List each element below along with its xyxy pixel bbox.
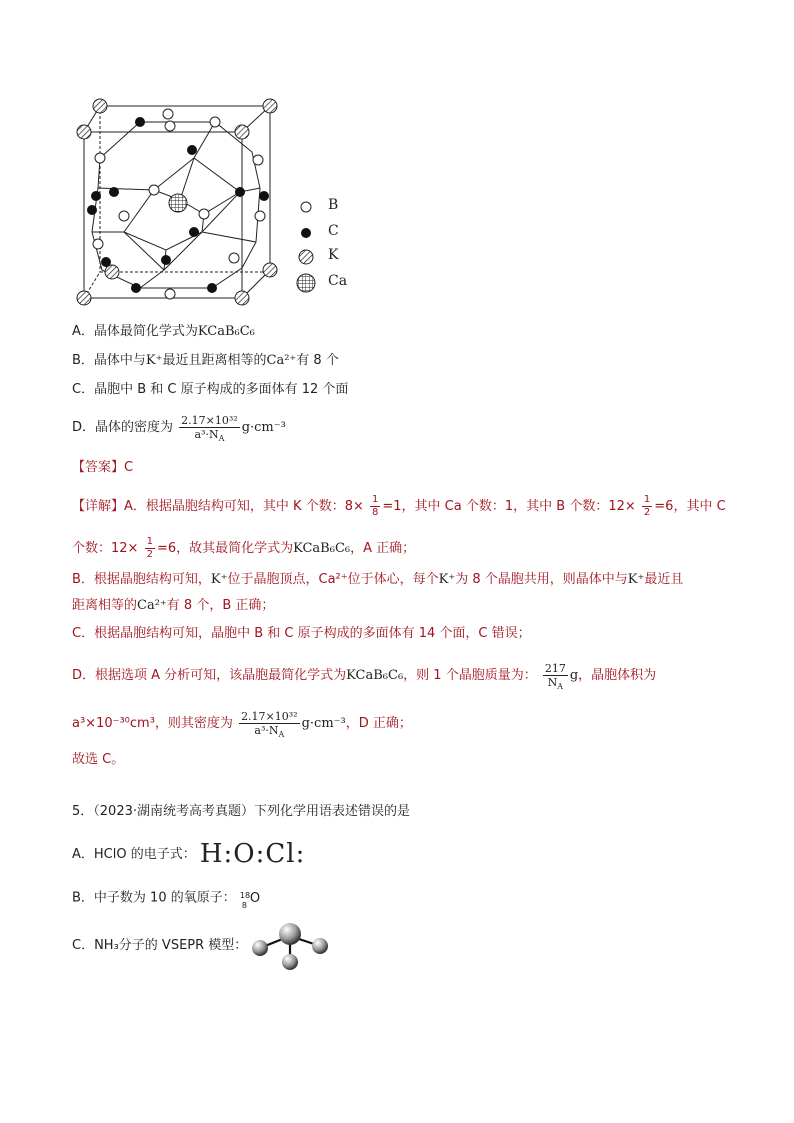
detail-l5: C．根据晶胞结构可知，晶胞中 B 和 C 原子构成的多面体有 14 个面，C 错误； xyxy=(72,626,531,641)
detail-l3d: 最近且 xyxy=(644,572,684,587)
detail-frac-2: $\frac{1}{2}$ xyxy=(643,494,651,518)
detail-l2a: 个数：12× xyxy=(72,541,139,556)
q5-option-a xyxy=(72,840,305,870)
legend-item-b xyxy=(292,196,372,218)
option-d-prefix: D．晶体的密度为 xyxy=(72,420,174,435)
detail-line-7 xyxy=(72,710,412,740)
oxygen-isotope xyxy=(240,888,262,908)
detail-l3-k3: K⁺ xyxy=(627,572,645,587)
detail-line-5 xyxy=(72,624,531,644)
option-d xyxy=(72,414,286,444)
detail-line-3 xyxy=(72,570,683,590)
detail-frac-1: $\frac{1}{8}$ xyxy=(372,494,379,518)
q5-option-c xyxy=(72,936,247,956)
detail-l4a: 距离相等的 xyxy=(72,598,138,613)
hclo-lewis-text: H:O:Cl: xyxy=(199,839,306,869)
detail-line-2 xyxy=(72,536,415,561)
detail-line-1 xyxy=(72,494,726,519)
legend-label-c: C xyxy=(328,223,339,239)
option-a-text: A．晶体最简化学式为 xyxy=(72,324,198,339)
legend-item-c xyxy=(292,222,372,244)
answer-label: 【答案】 xyxy=(72,460,125,475)
detail-l3c: 为 8 个晶胞共用，则晶体中与 xyxy=(455,572,628,587)
answer-line xyxy=(72,458,133,478)
isotope-mass: 18 xyxy=(239,891,251,900)
detail-l7b: ，D 正确； xyxy=(345,716,412,731)
detail-l7a: a³×10⁻³⁰cm³，则其密度为 xyxy=(72,716,233,731)
detail-l6c: ，晶胞体积为 xyxy=(578,668,657,683)
legend-item-k xyxy=(292,246,372,268)
isotope-z: 8 xyxy=(241,901,247,910)
detail-l6b: ，则 1 个晶胞质量为： xyxy=(403,668,537,683)
option-d-num: 2.17×10³² xyxy=(181,414,238,427)
detail-l4b: 有 8 个，B 正确； xyxy=(166,598,275,613)
legend-label-b: B xyxy=(328,197,339,213)
q5-option-b xyxy=(72,888,262,909)
q5-a-label: A．HClO 的电子式： xyxy=(72,847,196,862)
detail-l3-k: K⁺ xyxy=(210,572,228,587)
option-d-den: a³·N xyxy=(194,428,219,441)
option-b-mid: 最近且距离相等的 xyxy=(162,353,267,368)
detail-line-6 xyxy=(72,662,657,692)
option-b-ion-k: K⁺ xyxy=(145,353,163,368)
q5-c-label: C．NH₃分子的 VSEPR 模型： xyxy=(72,938,248,953)
detail-l6-unit: g xyxy=(569,668,579,683)
detail-l3b: 位于晶胞顶点，Ca²⁺位于体心，每个 xyxy=(227,572,439,587)
isotope-element: O xyxy=(249,891,261,906)
legend-item-ca xyxy=(292,272,372,294)
detail-line-4 xyxy=(72,596,274,616)
option-c xyxy=(72,380,348,400)
detail-line-8 xyxy=(72,750,124,770)
detail-l3-k2: K⁺ xyxy=(438,572,456,587)
detail-l6-formula: KCaB₆C₆ xyxy=(346,668,404,683)
option-c-text: C．晶胞中 B 和 C 原子构成的多面体有 12 个面 xyxy=(72,382,349,397)
detail-l1c: =6，其中 C xyxy=(654,499,726,514)
detail-label: 【详解】 xyxy=(72,499,125,514)
detail-l8: 故选 C。 xyxy=(72,752,125,767)
q5-stem-text: 5．（2023·湖南统考高考真题）下列化学用语表述错误的是 xyxy=(72,804,410,819)
option-b-suffix: 有 8 个 xyxy=(296,353,339,368)
option-b-ion-ca: Ca²⁺ xyxy=(266,353,297,368)
detail-l2c: ，A 正确； xyxy=(350,541,416,556)
option-d-unit: g·cm⁻³ xyxy=(241,420,286,435)
option-b-prefix: B．晶体中与 xyxy=(72,353,146,368)
detail-l2-formula: KCaB₆C₆ xyxy=(293,541,351,556)
legend-label-ca: Ca xyxy=(328,273,348,289)
option-b xyxy=(72,351,339,371)
option-d-fraction xyxy=(179,414,240,444)
detail-frac-3: $\frac{1}{2}$ xyxy=(146,536,153,560)
detail-l2b: =6，故其最简化学式为 xyxy=(156,541,294,556)
legend-label-k: K xyxy=(328,247,339,263)
answer-value: C xyxy=(124,460,134,475)
detail-l1b: =1，其中 Ca 个数：1，其中 B 个数：12× xyxy=(382,499,636,514)
hclo-lewis-structure xyxy=(200,839,305,869)
detail-l6-fraction: $\frac{217}{N_A}$ xyxy=(544,662,566,692)
option-d-den-sub: A xyxy=(218,434,225,444)
nh3-vsepr-model xyxy=(246,920,330,976)
detail-l4-ca: Ca²⁺ xyxy=(137,598,167,613)
q5-stem xyxy=(72,802,410,822)
detail-l3a: B．根据晶胞结构可知， xyxy=(72,572,211,587)
detail-l6a: D．根据选项 A 分析可知，该晶胞最简化学式为 xyxy=(72,668,347,683)
detail-l1a: A．根据晶胞结构可知，其中 K 个数：8× xyxy=(124,499,364,514)
detail-l7-unit: g·cm⁻³ xyxy=(301,716,346,731)
option-a xyxy=(72,322,255,342)
option-a-formula: KCaB₆C₆ xyxy=(197,324,255,339)
detail-l7-fraction: $\frac{\text{2.17×10³²}}{a^3\cdot N_A}$ xyxy=(241,710,298,740)
q5-b-label: B．中子数为 10 的氧原子： xyxy=(72,890,236,906)
